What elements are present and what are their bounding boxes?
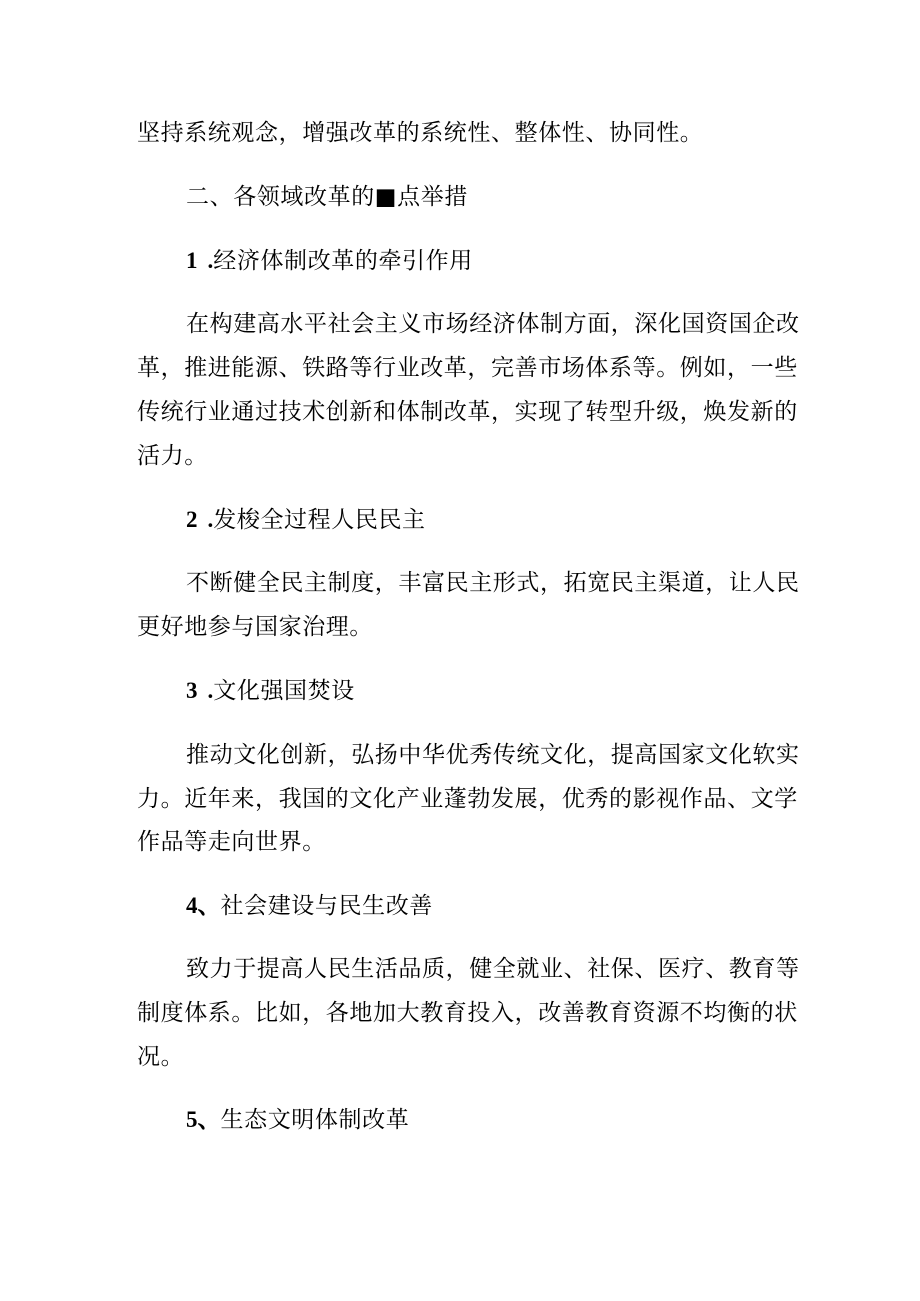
paragraph-line: 力。近年来，我国的文化产业蓬勃发展，优秀的影视作品、文学 — [137, 786, 798, 812]
paragraph-line: 坚持系统观念，增强改革的系统性、整体性、协同性。 — [137, 120, 704, 146]
item-separator: . — [207, 678, 214, 703]
item-title: 生态文明体制改革 — [220, 1107, 410, 1133]
item-number: 5 — [186, 1107, 198, 1132]
item-number: 3 — [186, 678, 198, 703]
item-title: 发梭全过程人民民主 — [213, 507, 426, 533]
paragraph-line: 在构建高水平社会主义市场经济体制方面，深化国资国企改 — [186, 311, 800, 337]
item-number: 2 — [186, 507, 198, 532]
paragraph-line: 活力。 — [137, 443, 208, 469]
item-title: 经济体制改革的牵引作用 — [213, 248, 473, 274]
paragraph-line: 更好地参与国家治理。 — [137, 614, 373, 640]
item-separator: 、 — [197, 893, 221, 918]
item-heading — [0, 676, 920, 706]
item-number: 1 — [186, 248, 198, 273]
item-separator: . — [207, 248, 214, 273]
item-title: 文化强国焚设 — [213, 678, 355, 704]
paragraph-line: 况。 — [137, 1044, 185, 1070]
paragraph-line: 不断健全民主制度，丰富民主形式，拓宽民主渠道，让人民 — [186, 570, 800, 596]
paragraph-line: 作品等走向世界。 — [137, 829, 326, 855]
section-title: 二、各领域改革的■点举措 — [186, 184, 468, 210]
item-separator: 、 — [197, 1107, 221, 1132]
item-separator: . — [207, 507, 214, 532]
paragraph-line: 革，推进能源、铁路等行业改革，完善市场体系等。例如，一些 — [137, 355, 798, 381]
paragraph-line: 致力于提高人民生活品质，健全就业、社保、医疗、教育等 — [186, 956, 800, 982]
paragraph-line: 推动文化创新，弘扬中华优秀传统文化，提高国家文化软实 — [186, 742, 800, 768]
item-heading — [0, 246, 920, 276]
item-heading — [0, 1105, 920, 1135]
item-title: 社会建设与民生改善 — [220, 893, 433, 919]
item-heading — [0, 891, 920, 921]
paragraph-line: 传统行业通过技术创新和体制改革，实现了转型升级，焕发新的 — [137, 399, 798, 425]
item-number: 4 — [186, 893, 198, 918]
item-heading — [0, 505, 920, 535]
paragraph-line: 制度体系。比如，各地加大教育投入，改善教育资源不均衡的状 — [137, 1000, 798, 1026]
